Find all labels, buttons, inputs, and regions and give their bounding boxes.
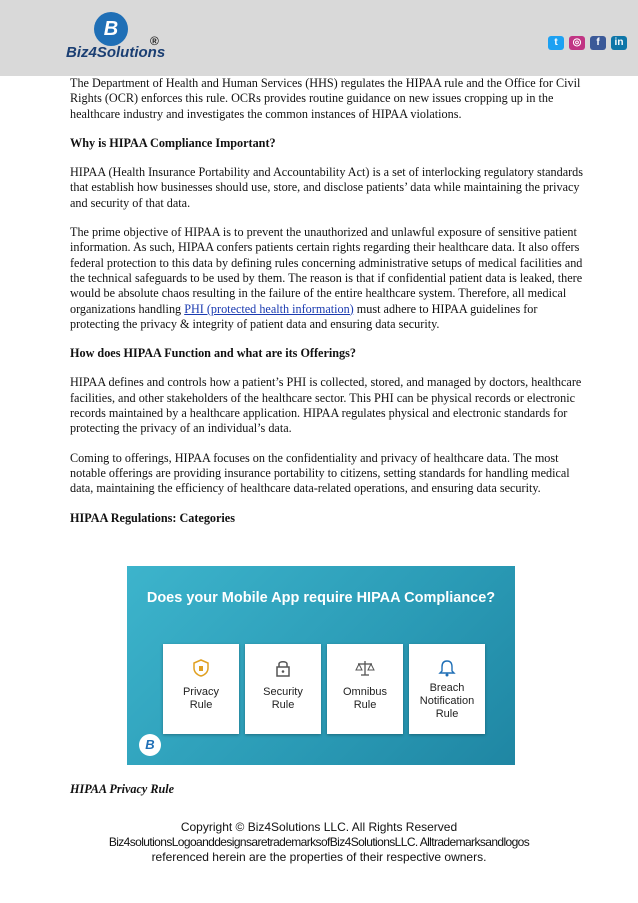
card-label: Breach Notification Rule [419, 682, 475, 720]
objective-text-start: The prime objective of HIPAA is to prevent the unauthorized and unlawful exposure of sensitive patient information. As such, HIPAA confers patients certain rights regarding their healthcare data. It also offers federal protection to this data by defining rules concerning administrative setups of medical facilities and the technical safeguards to be used by them. The reason is that if confidential patient data is leaked, there would be absolute chaos resulting in the failure of the entire healthcare system. Therefore, all medical organizations handling [70, 225, 583, 316]
phi-link[interactable]: PHI (protected health information) [184, 301, 354, 316]
facebook-icon[interactable]: f [590, 36, 606, 50]
lock-icon [273, 658, 293, 678]
footer-trademark: Biz4solutionsLogoanddesignsaretrademarksofBiz4SolutionsLLC. Alltrademarksandlogos [108, 835, 530, 849]
page-footer [0, 820, 638, 865]
page-header [0, 0, 638, 76]
paragraph-offerings: Coming to offerings, HIPAA focuses on the confidentiality and privacy of healthcare data. The most notable offerings are providing insurance portability to citizens, setting standards for handling medical data, maintaining the efficiency of healthcare data-related operations, and ensuring data security. [70, 450, 570, 496]
card-breach-notification-rule [409, 644, 485, 734]
card-omnibus-rule [327, 644, 403, 734]
card-label: Security Rule [263, 686, 303, 711]
twitter-icon[interactable]: t [548, 36, 564, 50]
linkedin-icon[interactable]: in [611, 36, 627, 50]
objective-text-end: must adhere to HIPAA guidelines for protecting the privacy & integrity of patient data and ensuring data security. [70, 301, 538, 331]
paragraph-objective [70, 225, 588, 332]
paragraph-hipaa-definition: HIPAA (Health Insurance Portability and Accountability Act) is a set of interlocking regulatory standards that establish how businesses should use, store, and disclose patients’ data while maintaining the privacy and security of that data. [70, 165, 583, 210]
banner-logo: B [139, 734, 161, 756]
logo-text: Biz4Solutions [66, 44, 166, 61]
card-label: Omnibus Rule [342, 686, 388, 711]
article-body [70, 76, 588, 540]
biz4solutions-logo[interactable] [66, 12, 166, 68]
registered-mark: ® [150, 34, 159, 48]
heading-why-hipaa: Why is HIPAA Compliance Important? [70, 135, 276, 150]
paragraph-function: HIPAA defines and controls how a patient’s PHI is collected, stored, and managed by doctors, healthcare facilities, and other stakeholders of the healthcare sector. This PHI can be physical records or electronic records maintained by a healthcare application. HIPAA regulates physical and electronic standards for protecting the privacy of an individual’s data. [70, 375, 582, 436]
bell-icon [437, 658, 457, 678]
card-privacy-rule [163, 644, 239, 734]
footer-ownership: referenced herein are the properties of their respective owners. [151, 850, 487, 864]
logo-emblem: B [94, 12, 128, 46]
scales-icon [355, 658, 375, 678]
shield-icon [191, 658, 211, 678]
card-label: Privacy Rule [182, 686, 220, 711]
instagram-icon[interactable]: ◎ [569, 36, 585, 50]
paragraph-hhs: The Department of Health and Human Services (HHS) regulates the HIPAA rule and the Office for Civil Rights (OCR) enforces this rule. OCRs provides routine guidance on new issues cropping up in the healthcare industry and investigates the common instances of HIPAA violations. [70, 76, 581, 121]
heading-regulation-categories: HIPAA Regulations: Categories [70, 510, 235, 525]
heading-privacy-rule: HIPAA Privacy Rule [70, 782, 175, 796]
card-security-rule [245, 644, 321, 734]
footer-copyright: Copyright © Biz4Solutions LLC. All Rights Reserved [180, 820, 458, 834]
banner-title: Does your Mobile App require HIPAA Compliance? [146, 590, 496, 606]
heading-how-hipaa-functions: How does HIPAA Function and what are its Offerings? [70, 346, 356, 361]
hipaa-categories-image [127, 566, 515, 765]
